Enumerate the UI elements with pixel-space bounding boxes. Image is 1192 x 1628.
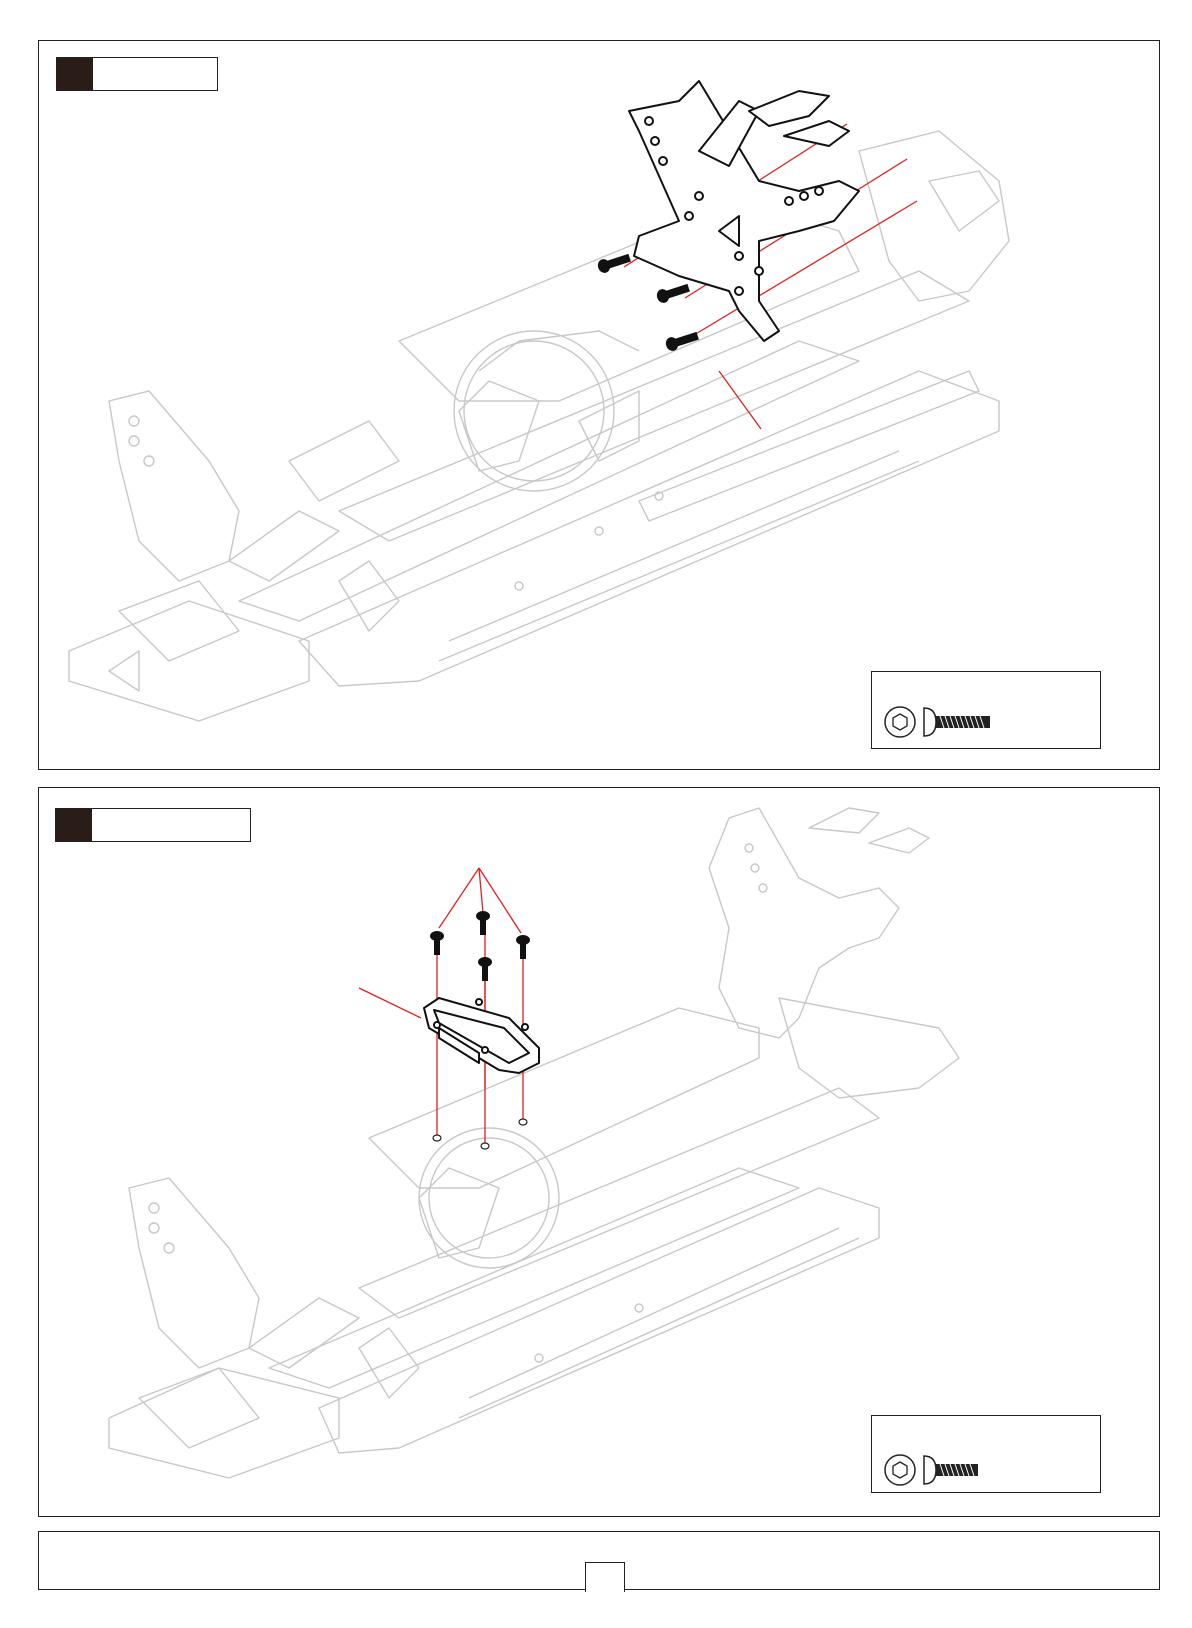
step-title <box>92 809 250 841</box>
button-head-screw-icon <box>922 704 994 740</box>
step-1-panel <box>38 40 1160 770</box>
hex-socket-icon <box>882 1452 918 1488</box>
step-number-badge <box>57 58 93 90</box>
chassis-drawing <box>69 131 1009 721</box>
page-number <box>585 1562 625 1592</box>
step-title <box>93 58 217 90</box>
page-footer <box>38 1531 1160 1590</box>
step-1-illustration <box>39 41 1160 770</box>
hex-socket-icon <box>882 704 918 740</box>
step-2-panel <box>38 787 1160 1517</box>
chassis-drawing <box>109 808 959 1478</box>
step-1-header <box>56 57 218 91</box>
step-2-header <box>55 808 251 842</box>
parts-box <box>871 1415 1101 1493</box>
button-head-screw-icon <box>922 1452 982 1488</box>
parts-box <box>871 671 1101 749</box>
battery-holder-part <box>424 998 539 1073</box>
step-2-illustration <box>39 788 1160 1517</box>
step2-screws <box>430 911 530 981</box>
step-number-badge <box>56 809 92 841</box>
